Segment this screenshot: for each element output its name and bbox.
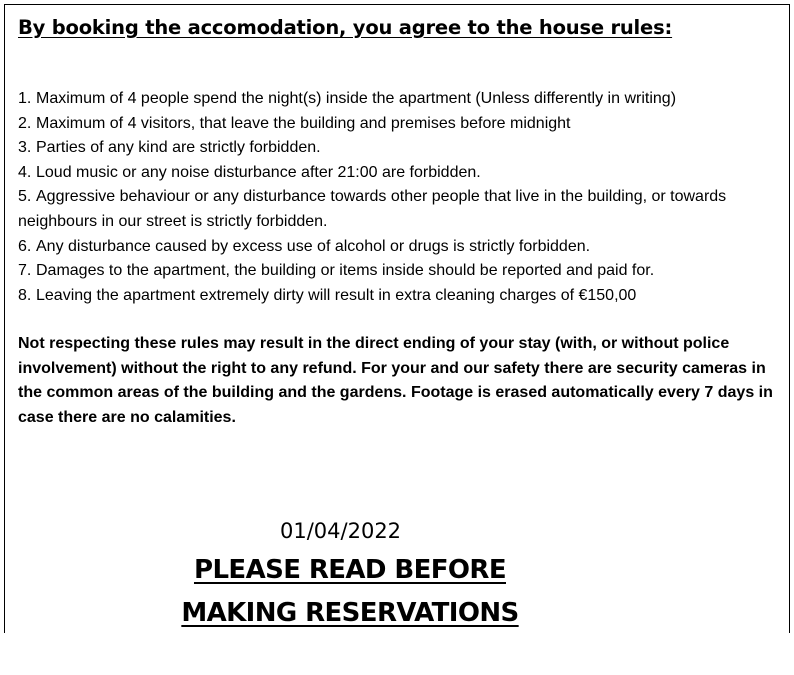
document-date: 01/04/2022	[280, 519, 402, 543]
rule-text: Loud music or any noise disturbance after 21:00 are forbidden.	[36, 163, 481, 181]
enforcement-notice: Not respecting these rules may result in the direct ending of your stay (with, or without police involvement) without the right to any refund. For your and our safety there are security cameras in the common areas of the building and the gardens. Footage is erased automatically every 7 days in case there are no calamities.	[18, 335, 773, 426]
rule-text: Any disturbance caused by excess use of alcohol or drugs is strictly forbidden.	[36, 237, 591, 255]
rule-number: 5.	[18, 188, 32, 206]
house-rules-heading: By booking the accomodation, you agree to the house rules:	[18, 16, 673, 39]
rule-text: Aggressive behaviour or any disturbance towards other people that live in the building, or towards	[36, 188, 727, 206]
rule-number: 7.	[18, 262, 32, 280]
rule-item	[18, 136, 768, 161]
rule-text: Leaving the apartment extremely dirty will result in extra cleaning charges of €150,00	[36, 286, 637, 304]
rule-item	[18, 235, 768, 260]
rule-text: Maximum of 4 people spend the night(s) inside the apartment (Unless differently in writing)	[36, 90, 677, 107]
house-rules-list	[18, 87, 768, 308]
rule-item	[18, 112, 768, 137]
rule-text: Parties of any kind are strictly forbidden.	[36, 139, 321, 157]
rule-number: 1.	[18, 90, 32, 107]
rule-item	[18, 185, 768, 234]
read-before-banner-line-2: MAKING RESERVATIONS	[181, 598, 519, 628]
read-before-banner-line-1: PLEASE READ BEFORE	[193, 555, 506, 585]
rule-number: 8.	[18, 286, 32, 304]
rule-item	[18, 87, 768, 112]
rule-number: 3.	[18, 139, 32, 157]
rule-text-continuation: neighbours in our street is strictly forbidden.	[18, 212, 328, 230]
rule-item	[18, 161, 768, 186]
rule-number: 2.	[18, 114, 32, 132]
rule-item	[18, 259, 768, 284]
rule-item	[18, 284, 768, 309]
rule-number: 6.	[18, 237, 32, 255]
rule-number: 4.	[18, 163, 32, 181]
rule-text: Damages to the apartment, the building or items inside should be reported and paid for.	[36, 262, 655, 280]
rule-text: Maximum of 4 visitors, that leave the building and premises before midnight	[36, 114, 571, 132]
